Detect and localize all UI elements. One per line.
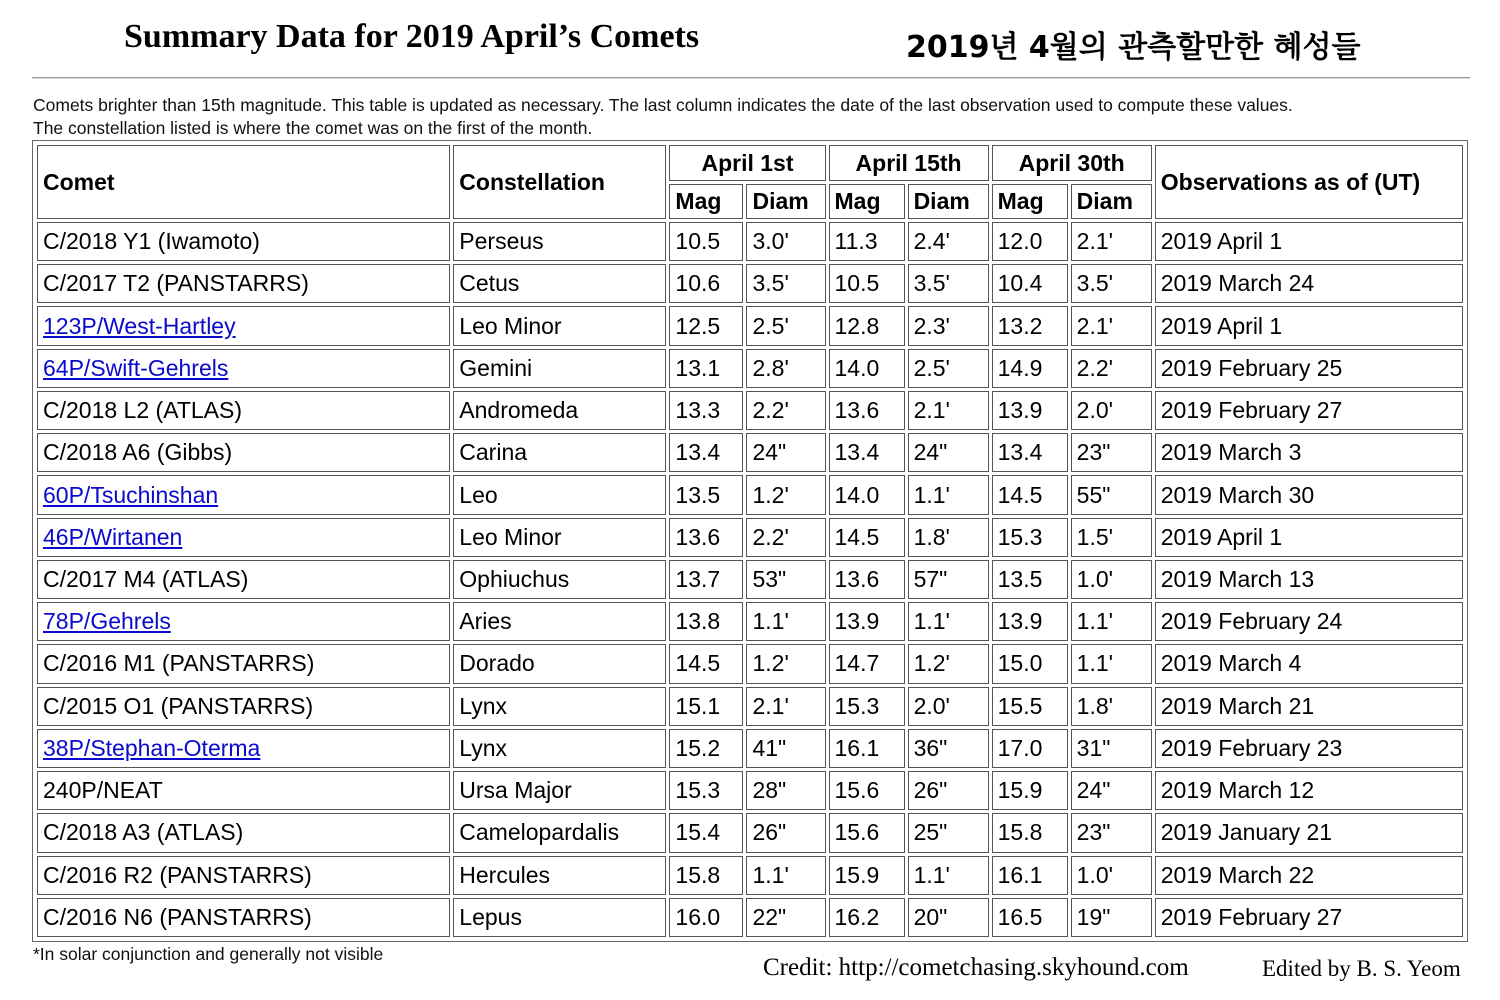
diam-april-30-cell: 2.1' <box>1071 306 1152 345</box>
header-diam-15: Diam <box>908 184 989 219</box>
diam-april-1-cell: 22" <box>746 898 825 937</box>
comet-link[interactable]: 46P/Wirtanen <box>43 523 183 550</box>
diam-april-15-cell: 1.1' <box>908 602 989 641</box>
editor-text: Edited by B. S. Yeom <box>1262 956 1461 981</box>
observation-date-cell: 2019 February 27 <box>1155 898 1463 937</box>
table-row <box>37 306 1463 345</box>
table-row <box>37 602 1463 641</box>
diam-april-15-cell: 25" <box>908 813 989 852</box>
diam-april-1-cell: 2.1' <box>746 687 825 726</box>
diam-april-1-cell: 1.2' <box>746 475 825 514</box>
mag-april-15-cell: 15.6 <box>829 771 905 810</box>
diam-april-30-cell: 1.1' <box>1071 644 1152 683</box>
comet-name-cell <box>37 687 450 726</box>
diam-april-30-cell: 23" <box>1071 433 1152 472</box>
mag-april-1-cell: 14.5 <box>669 644 743 683</box>
mag-april-15-cell: 16.2 <box>829 898 905 937</box>
observation-date-cell: 2019 March 12 <box>1155 771 1463 810</box>
comet-name: C/2018 L2 (ATLAS) <box>43 397 243 424</box>
mag-april-30-cell: 16.1 <box>992 856 1068 895</box>
comet-name-cell <box>37 856 450 895</box>
constellation-cell: Ursa Major <box>453 771 666 810</box>
comet-name: C/2018 A3 (ATLAS) <box>43 819 244 846</box>
mag-april-30-cell: 14.9 <box>992 349 1068 388</box>
diam-april-15-cell: 24" <box>908 433 989 472</box>
table-row <box>37 475 1463 514</box>
mag-april-30-cell: 15.5 <box>992 687 1068 726</box>
mag-april-1-cell: 10.6 <box>669 264 743 303</box>
header-mag-1: Mag <box>669 184 743 219</box>
diam-april-1-cell: 2.8' <box>746 349 825 388</box>
mag-april-1-cell: 13.3 <box>669 391 743 430</box>
mag-april-1-cell: 15.3 <box>669 771 743 810</box>
mag-april-30-cell: 15.3 <box>992 518 1068 557</box>
constellation-cell: Perseus <box>453 222 666 261</box>
constellation-cell: Aries <box>453 602 666 641</box>
mag-april-1-cell: 15.4 <box>669 813 743 852</box>
constellation-cell: Leo Minor <box>453 518 666 557</box>
constellation-cell: Cetus <box>453 264 666 303</box>
comet-name-cell <box>37 898 450 937</box>
diam-april-1-cell: 2.5' <box>746 306 825 345</box>
diam-april-15-cell: 2.4' <box>908 222 989 261</box>
table-row <box>37 349 1463 388</box>
diam-april-15-cell: 3.5' <box>908 264 989 303</box>
header-diam-1: Diam <box>746 184 825 219</box>
diam-april-30-cell: 23" <box>1071 813 1152 852</box>
constellation-cell: Andromeda <box>453 391 666 430</box>
mag-april-30-cell: 16.5 <box>992 898 1068 937</box>
mag-april-1-cell: 16.0 <box>669 898 743 937</box>
constellation-cell: Leo <box>453 475 666 514</box>
diam-april-30-cell: 1.0' <box>1071 856 1152 895</box>
mag-april-15-cell: 13.4 <box>829 433 905 472</box>
diam-april-1-cell: 26" <box>746 813 825 852</box>
header-april-30th: April 30th <box>992 145 1152 181</box>
observation-date-cell: 2019 April 1 <box>1155 518 1463 557</box>
diam-april-30-cell: 1.5' <box>1071 518 1152 557</box>
header-divider <box>32 77 1470 79</box>
comet-name-cell <box>37 391 450 430</box>
diam-april-30-cell: 1.8' <box>1071 687 1152 726</box>
mag-april-30-cell: 13.5 <box>992 560 1068 599</box>
diam-april-1-cell: 3.5' <box>746 264 825 303</box>
table-row <box>37 264 1463 303</box>
comet-name-cell <box>37 644 450 683</box>
mag-april-15-cell: 15.6 <box>829 813 905 852</box>
comet-link[interactable]: 64P/Swift-Gehrels <box>43 354 229 381</box>
table-row <box>37 560 1463 599</box>
intro-text <box>33 94 1473 140</box>
header-diam-30: Diam <box>1071 184 1152 219</box>
mag-april-15-cell: 14.0 <box>829 475 905 514</box>
constellation-cell: Lepus <box>453 898 666 937</box>
comet-name: C/2016 R2 (PANSTARRS) <box>43 861 312 888</box>
diam-april-30-cell: 19" <box>1071 898 1152 937</box>
constellation-cell: Lynx <box>453 687 666 726</box>
mag-april-1-cell: 10.5 <box>669 222 743 261</box>
table-row <box>37 644 1463 683</box>
table-row <box>37 433 1463 472</box>
comet-name-cell <box>37 264 450 303</box>
mag-april-15-cell: 11.3 <box>829 222 905 261</box>
comet-name: C/2017 T2 (PANSTARRS) <box>43 270 309 297</box>
comet-name: C/2015 O1 (PANSTARRS) <box>43 692 314 719</box>
header-april-1st: April 1st <box>669 145 825 181</box>
diam-april-30-cell: 55" <box>1071 475 1152 514</box>
diam-april-1-cell: 3.0' <box>746 222 825 261</box>
diam-april-1-cell: 1.1' <box>746 856 825 895</box>
comet-name-cell <box>37 518 450 557</box>
mag-april-1-cell: 13.6 <box>669 518 743 557</box>
header-april-15th: April 15th <box>829 145 989 181</box>
comet-name-cell <box>37 222 450 261</box>
mag-april-15-cell: 14.5 <box>829 518 905 557</box>
mag-april-15-cell: 13.9 <box>829 602 905 641</box>
mag-april-15-cell: 13.6 <box>829 560 905 599</box>
mag-april-30-cell: 15.8 <box>992 813 1068 852</box>
diam-april-1-cell: 2.2' <box>746 518 825 557</box>
constellation-cell: Ophiuchus <box>453 560 666 599</box>
header-mag-30: Mag <box>992 184 1068 219</box>
diam-april-15-cell: 20" <box>908 898 989 937</box>
mag-april-15-cell: 15.3 <box>829 687 905 726</box>
diam-april-15-cell: 36" <box>908 729 989 768</box>
observation-date-cell: 2019 April 1 <box>1155 222 1463 261</box>
mag-april-30-cell: 13.9 <box>992 602 1068 641</box>
diam-april-15-cell: 1.2' <box>908 644 989 683</box>
comet-name: C/2018 Y1 (Iwamoto) <box>43 228 260 255</box>
comet-name-cell <box>37 602 450 641</box>
footnote: *In solar conjunction and generally not visible <box>33 944 384 964</box>
mag-april-15-cell: 16.1 <box>829 729 905 768</box>
intro-line-1: Comets brighter than 15th magnitude. This table is updated as necessary. The last column indicates the date of the last observation used to compute these values. <box>33 95 1293 115</box>
constellation-cell: Hercules <box>453 856 666 895</box>
mag-april-30-cell: 15.9 <box>992 771 1068 810</box>
mag-april-30-cell: 13.2 <box>992 306 1068 345</box>
mag-april-1-cell: 13.8 <box>669 602 743 641</box>
diam-april-15-cell: 57" <box>908 560 989 599</box>
mag-april-15-cell: 14.0 <box>829 349 905 388</box>
constellation-cell: Camelopardalis <box>453 813 666 852</box>
table-row <box>37 898 1463 937</box>
diam-april-15-cell: 2.5' <box>908 349 989 388</box>
observation-date-cell: 2019 April 1 <box>1155 306 1463 345</box>
comet-name: 240P/NEAT <box>43 777 163 804</box>
comet-name: C/2017 M4 (ATLAS) <box>43 565 249 592</box>
observation-date-cell: 2019 March 4 <box>1155 644 1463 683</box>
diam-april-15-cell: 2.3' <box>908 306 989 345</box>
diam-april-1-cell: 41" <box>746 729 825 768</box>
observation-date-cell: 2019 March 3 <box>1155 433 1463 472</box>
diam-april-30-cell: 1.1' <box>1071 602 1152 641</box>
observation-date-cell: 2019 February 23 <box>1155 729 1463 768</box>
diam-april-15-cell: 1.1' <box>908 856 989 895</box>
mag-april-1-cell: 15.1 <box>669 687 743 726</box>
mag-april-15-cell: 14.7 <box>829 644 905 683</box>
diam-april-1-cell: 1.1' <box>746 602 825 641</box>
table-header-row <box>37 145 1463 181</box>
diam-april-30-cell: 2.1' <box>1071 222 1152 261</box>
diam-april-1-cell: 24" <box>746 433 825 472</box>
table-row <box>37 687 1463 726</box>
mag-april-1-cell: 15.2 <box>669 729 743 768</box>
mag-april-30-cell: 13.4 <box>992 433 1068 472</box>
mag-april-15-cell: 13.6 <box>829 391 905 430</box>
comet-name-cell <box>37 729 450 768</box>
observation-date-cell: 2019 March 30 <box>1155 475 1463 514</box>
observation-date-cell: 2019 March 24 <box>1155 264 1463 303</box>
mag-april-30-cell: 13.9 <box>992 391 1068 430</box>
table-row <box>37 222 1463 261</box>
header-constellation: Constellation <box>453 145 666 219</box>
observation-date-cell: 2019 March 22 <box>1155 856 1463 895</box>
comet-name-cell <box>37 771 450 810</box>
diam-april-15-cell: 2.1' <box>908 391 989 430</box>
mag-april-30-cell: 17.0 <box>992 729 1068 768</box>
diam-april-15-cell: 2.0' <box>908 687 989 726</box>
comet-name-cell <box>37 349 450 388</box>
header-mag-15: Mag <box>829 184 905 219</box>
diam-april-30-cell: 2.2' <box>1071 349 1152 388</box>
page-title-korean: 2019년 4월의 관측할만한 혜성들 <box>906 30 1361 65</box>
table-row <box>37 771 1463 810</box>
constellation-cell: Lynx <box>453 729 666 768</box>
comet-name-cell <box>37 560 450 599</box>
header-observations: Observations as of (UT) <box>1155 145 1463 219</box>
mag-april-1-cell: 13.7 <box>669 560 743 599</box>
constellation-cell: Carina <box>453 433 666 472</box>
mag-april-15-cell: 10.5 <box>829 264 905 303</box>
diam-april-30-cell: 3.5' <box>1071 264 1152 303</box>
diam-april-1-cell: 2.2' <box>746 391 825 430</box>
comet-link[interactable]: 78P/Gehrels <box>43 608 171 635</box>
comet-name-cell <box>37 306 450 345</box>
comet-table-frame <box>32 140 1468 942</box>
table-row <box>37 518 1463 557</box>
header-comet: Comet <box>37 145 450 219</box>
mag-april-15-cell: 15.9 <box>829 856 905 895</box>
diam-april-30-cell: 2.0' <box>1071 391 1152 430</box>
page-title: Summary Data for 2019 April’s Comets <box>124 18 700 55</box>
mag-april-30-cell: 14.5 <box>992 475 1068 514</box>
observation-date-cell: 2019 February 27 <box>1155 391 1463 430</box>
diam-april-15-cell: 26" <box>908 771 989 810</box>
table-body <box>37 222 1463 937</box>
observation-date-cell: 2019 February 25 <box>1155 349 1463 388</box>
comet-name: C/2016 N6 (PANSTARRS) <box>43 903 312 930</box>
mag-april-1-cell: 13.5 <box>669 475 743 514</box>
comet-link[interactable]: 60P/Tsuchinshan <box>43 481 219 508</box>
diam-april-1-cell: 53" <box>746 560 825 599</box>
table-row <box>37 856 1463 895</box>
observation-date-cell: 2019 March 13 <box>1155 560 1463 599</box>
table-row <box>37 729 1463 768</box>
observation-date-cell: 2019 March 21 <box>1155 687 1463 726</box>
mag-april-1-cell: 13.1 <box>669 349 743 388</box>
mag-april-1-cell: 15.8 <box>669 856 743 895</box>
diam-april-1-cell: 1.2' <box>746 644 825 683</box>
mag-april-30-cell: 15.0 <box>992 644 1068 683</box>
diam-april-30-cell: 1.0' <box>1071 560 1152 599</box>
mag-april-30-cell: 12.0 <box>992 222 1068 261</box>
mag-april-15-cell: 12.8 <box>829 306 905 345</box>
intro-line-2: The constellation listed is where the comet was on the first of the month. <box>33 118 593 138</box>
comet-link[interactable]: 38P/Stephan-Oterma <box>43 734 261 761</box>
mag-april-30-cell: 10.4 <box>992 264 1068 303</box>
comet-link[interactable]: 123P/West-Hartley <box>43 312 236 339</box>
comet-name: C/2018 A6 (Gibbs) <box>43 439 233 466</box>
table-row <box>37 391 1463 430</box>
constellation-cell: Dorado <box>453 644 666 683</box>
diam-april-30-cell: 31" <box>1071 729 1152 768</box>
diam-april-15-cell: 1.8' <box>908 518 989 557</box>
comet-name: C/2016 M1 (PANSTARRS) <box>43 650 315 677</box>
comet-name-cell <box>37 813 450 852</box>
comet-name-cell <box>37 475 450 514</box>
mag-april-1-cell: 13.4 <box>669 433 743 472</box>
constellation-cell: Gemini <box>453 349 666 388</box>
diam-april-1-cell: 28" <box>746 771 825 810</box>
observation-date-cell: 2019 February 24 <box>1155 602 1463 641</box>
constellation-cell: Leo Minor <box>453 306 666 345</box>
table-row <box>37 813 1463 852</box>
observation-date-cell: 2019 January 21 <box>1155 813 1463 852</box>
diam-april-15-cell: 1.1' <box>908 475 989 514</box>
credit-text: Credit: http://cometchasing.skyhound.com <box>763 954 1189 981</box>
diam-april-30-cell: 24" <box>1071 771 1152 810</box>
mag-april-1-cell: 12.5 <box>669 306 743 345</box>
comet-name-cell <box>37 433 450 472</box>
comet-table <box>34 142 1466 940</box>
